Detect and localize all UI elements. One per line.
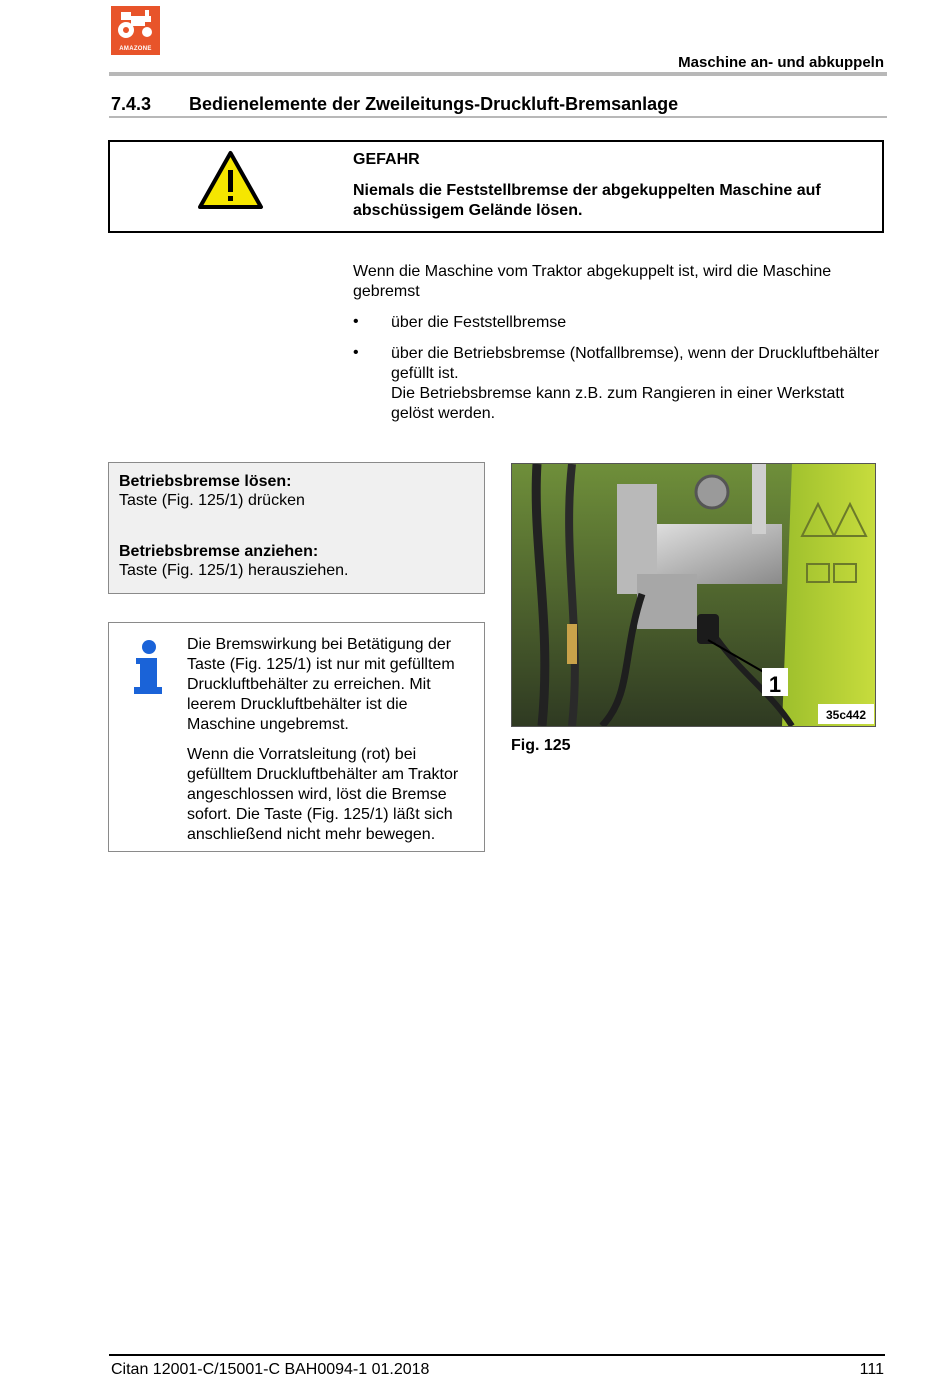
bullet-text: über die Feststellbremse — [391, 314, 567, 331]
bullet-symbol: • — [353, 344, 359, 361]
image-code: 35c442 — [825, 708, 867, 722]
bullet-note: Die Betriebsbremse kann z.B. zum Rangieren in einer Werkstatt gelöst werden. — [391, 385, 845, 422]
instruction-heading: Betriebsbremse lösen: — [119, 473, 292, 490]
callout-number: 1 — [768, 672, 782, 697]
header-divider — [109, 72, 887, 76]
warning-triangle-icon — [197, 150, 264, 210]
intro-text: Wenn die Maschine vom Traktor abgekuppelt ist, wird die Maschine gebremst — [353, 263, 832, 300]
logo-text: AMAZONE — [119, 46, 152, 52]
figure-photo — [511, 463, 876, 727]
danger-label: GEFAHR — [353, 151, 420, 168]
section-title: Bedienelemente der Zweileitungs-Druckluft-Bremsanlage — [189, 94, 679, 114]
chapter-title: Maschine an- und abkuppeln — [678, 54, 884, 71]
tractor-logo-icon — [111, 6, 160, 46]
instruction-text: Taste (Fig. 125/1) drücken — [119, 492, 305, 509]
footer-divider — [109, 1354, 885, 1356]
info-paragraph: Wenn die Vorratsleitung (rot) bei gefülltem Druckluftbehälter am Traktor angeschlossen wird, löst die Bremse sofort. Die Taste (Fig. 125/1) läßt sich anschließend nicht mehr bewegen. — [187, 746, 459, 843]
instruction-text: Taste (Fig. 125/1) herausziehen. — [119, 562, 349, 579]
instruction-heading: Betriebsbremse anziehen: — [119, 543, 319, 560]
footer-document-info: Citan 12001-C/15001-C BAH0094-1 01.2018 — [111, 1361, 430, 1378]
figure-caption: Fig. 125 — [511, 737, 571, 754]
section-divider — [109, 116, 887, 118]
brake-valve-photo — [512, 464, 875, 726]
amazone-logo — [111, 6, 160, 55]
section-number: 7.4.3 — [111, 94, 152, 114]
info-icon — [134, 639, 164, 695]
instruction-box — [108, 462, 485, 594]
page-number: 111 — [859, 1361, 884, 1378]
info-box — [108, 622, 485, 852]
bullet-text: über die Betriebsbremse (Notfallbremse), wenn der Druckluftbehälter gefüllt ist. — [391, 345, 880, 382]
danger-text: Niemals die Feststellbremse der abgekuppelten Maschine auf abschüssigem Gelände lösen. — [353, 182, 821, 219]
info-paragraph: Die Bremswirkung bei Betätigung der Taste (Fig. 125/1) ist nur mit gefülltem Druckluftbehälter zu erreichen. Mit leerem Druckluftbehälter ist die Maschine ungebremst. — [187, 636, 455, 733]
bullet-symbol: • — [353, 313, 359, 330]
